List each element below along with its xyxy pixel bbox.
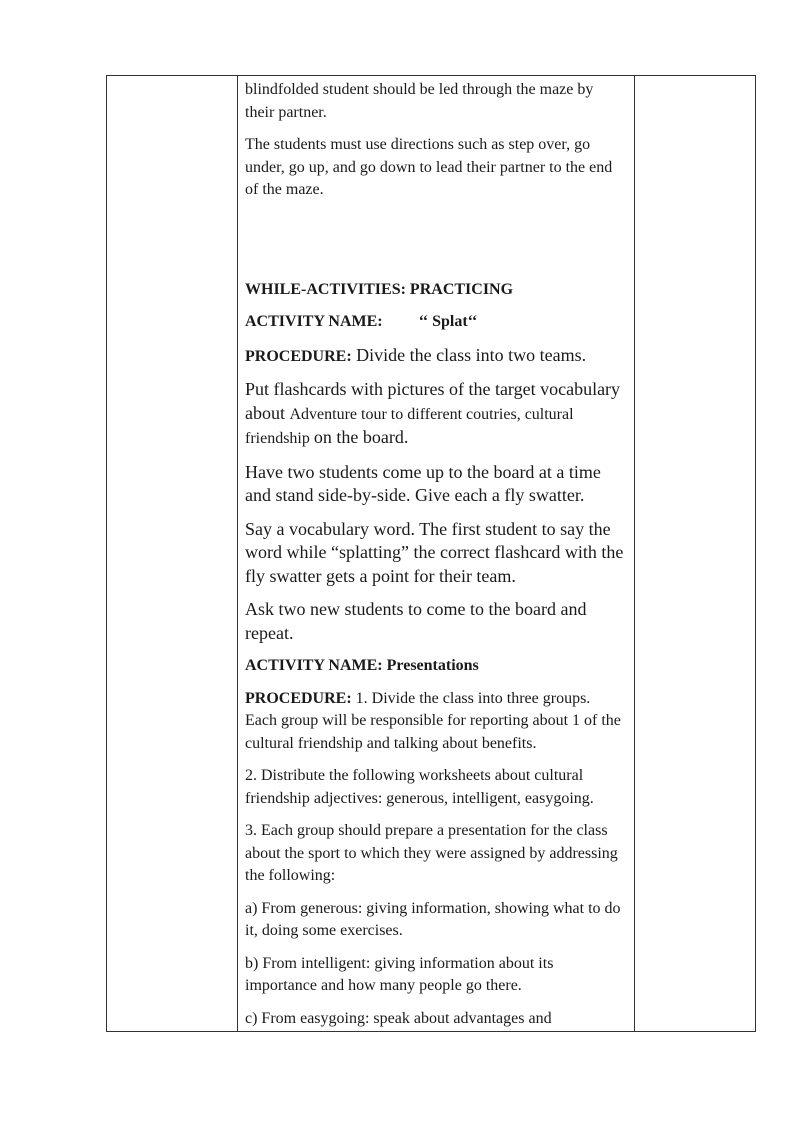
activity1-name-label: ACTIVITY NAME: [245, 313, 383, 330]
activity1-paragraph-2: Have two students come up to the board at a time and stand side-by-side. Give each a fly swatter. [245, 461, 601, 505]
intro-paragraph-1: blindfolded student should be led through the maze by their partner. [245, 81, 594, 121]
activity1-paragraph-4: Ask two new students to come to the board and repeat. [245, 599, 587, 643]
intro-paragraph-2: The students must use directions such as step over, go under, go up, and go down to lead their partner to the end of the maze. [245, 136, 613, 198]
activity2-procedure-label: PROCEDURE: [245, 689, 352, 707]
activity2-step-3: 3. Each group should prepare a presentation for the class about the sport to which they were assigned by addressing the following: [245, 822, 618, 884]
notes-column [634, 76, 755, 1031]
activity2-step-1: PROCEDURE: 1. Divide the class into three groups. Each group will be responsible for reporting about 1 of the cultural friendship and talking about benefits. [245, 689, 621, 752]
activity2-item-c: c) From easygoing: speak about advantages and [245, 1009, 552, 1027]
activity1-paragraph-3: Say a vocabulary word. The first student to say the word while “splatting” the correct flashcard with the fly swatter gets a point for their team. [245, 518, 624, 586]
lesson-plan-table [106, 75, 756, 1032]
activity1-name [245, 311, 626, 334]
stage-column [107, 76, 238, 1031]
activity1-procedure: PROCEDURE: Divide the class into two teams. [245, 344, 587, 365]
activity1-paragraph-1: Put flashcards with pictures of the target vocabulary about Adventure tour to different coutries, cultural friendship on the board. [245, 379, 621, 447]
activity2-step-2: 2. Distribute the following worksheets about cultural friendship adjectives: generous, intelligent, easygoing. [245, 767, 594, 807]
activity2-item-a: a) From generous: giving information, showing what to do it, doing some exercises. [245, 899, 621, 939]
activity1-name-value: ‘‘ Splat‘‘ [418, 313, 478, 330]
activities-column [238, 76, 634, 1031]
section-heading: WHILE-ACTIVITIES: PRACTICING [245, 280, 514, 298]
activity2-name: ACTIVITY NAME: Presentations [245, 657, 479, 674]
activity1-procedure-label: PROCEDURE: [245, 347, 352, 365]
activity2-item-b: b) From intelligent: giving information about its importance and how many people go there. [245, 954, 554, 994]
